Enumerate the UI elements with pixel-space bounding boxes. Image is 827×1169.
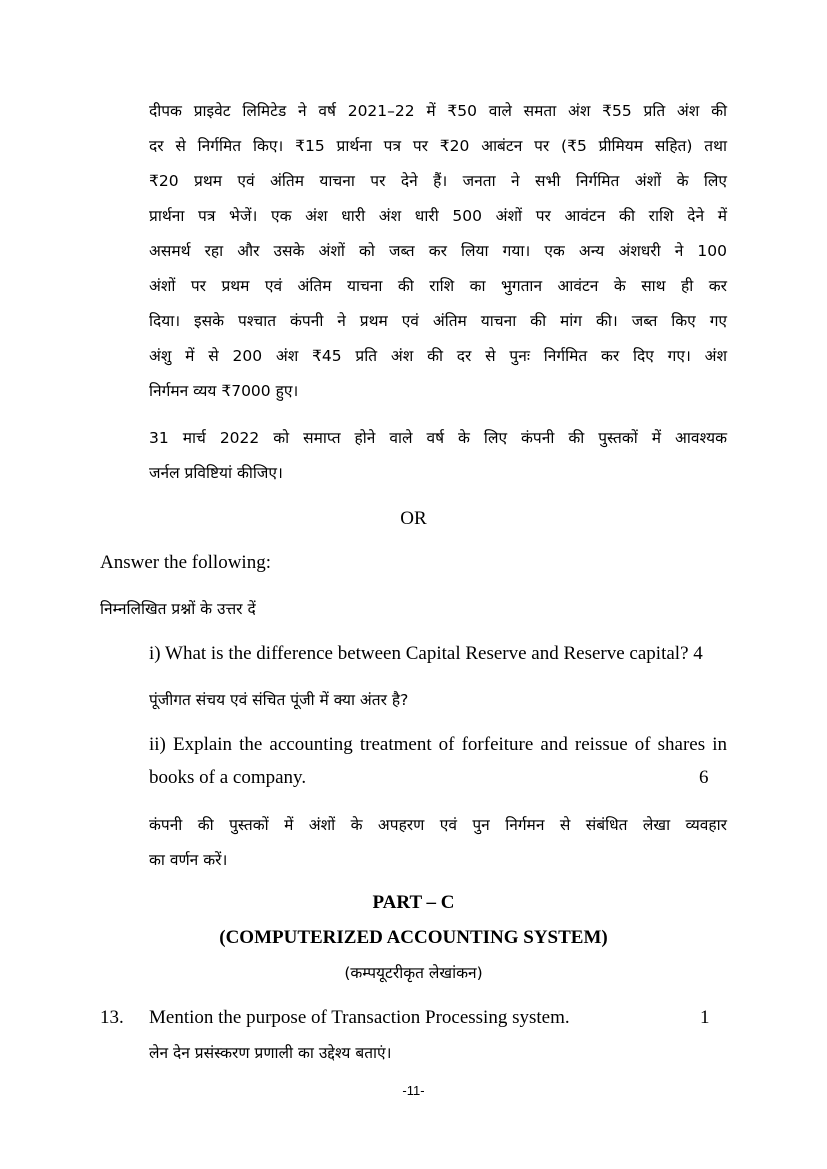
- question-13-hi: लेन देन प्रसंस्करण प्रणाली का उद्देश्य बताएं।: [149, 1044, 392, 1062]
- question-line-6: अंशों पर प्रथम एवं अंतिम याचना की राशि का भुगतान आवंटन के साथ ही कर: [149, 277, 727, 295]
- instruction-line-2: जर्नल प्रविष्टियां कीजिए।: [149, 464, 283, 482]
- sub-question-ii-hi-line-1: कंपनी की पुस्तकों में अंशों के अपहरण एवं पुन निर्गमन से संबंधित लेखा व्यवहार: [149, 816, 727, 834]
- sub-question-ii-en-line-2: books of a company.: [149, 767, 307, 788]
- instruction-line-1: 31 मार्च 2022 को समाप्त होने वाले वर्ष के लिए कंपनी की पुस्तकों में आवश्यक: [149, 429, 727, 447]
- question-line-2: दर से निर्गमित किए। ₹15 प्रार्थना पत्र पर ₹20 आबंटन पर (₹5 प्रीमियम सहित) तथा: [149, 137, 727, 155]
- question-13-en: Mention the purpose of Transaction Processing system.: [149, 1007, 570, 1028]
- question-13-number: 13.: [100, 1007, 124, 1028]
- or-label: OR: [400, 508, 427, 529]
- sub-question-i-hi: पूंजीगत संचय एवं संचित पूंजी में क्या अंतर है?: [149, 691, 409, 709]
- part-subtitle-hi: (कम्पयूटरीकृत लेखांकन): [344, 964, 483, 982]
- part-subtitle: (COMPUTERIZED ACCOUNTING SYSTEM): [219, 927, 608, 948]
- sub-question-ii-hi-line-2: का वर्णन करें।: [149, 851, 228, 869]
- question-line-1: दीपक प्राइवेट लिमिटेड ने वर्ष 2021–22 में ₹50 वाले समता अंश ₹55 प्रति अंश की: [149, 102, 727, 120]
- question-13-marks: 1: [700, 1007, 710, 1028]
- question-line-5: असमर्थ रहा और उसके अंशों को जब्त कर लिया गया। एक अन्य अंशधरी ने 100: [149, 242, 727, 260]
- sub-question-ii-en-line-1: ii) Explain the accounting treatment of forfeiture and reissue of shares in: [149, 734, 727, 755]
- question-line-9: निर्गमन व्यय ₹7000 हुए।: [149, 382, 299, 400]
- answer-following-en: Answer the following:: [100, 552, 271, 573]
- sub-question-ii-marks: 6: [699, 767, 709, 788]
- part-title: PART – C: [372, 892, 455, 913]
- question-line-8: अंशु में से 200 अंश ₹45 प्रति अंश की दर से पुनः निर्गमित कर दिए गए। अंश: [149, 347, 727, 365]
- question-line-7: दिया। इसके पश्चात कंपनी ने प्रथम एवं अंतिम याचना की मांग की। जब्त किए गए: [149, 312, 727, 330]
- answer-following-hi: निम्नलिखित प्रश्नों के उत्तर दें: [100, 600, 256, 618]
- question-line-3: ₹20 प्रथम एवं अंतिम याचना पर देने हैं। जनता ने सभी निर्गमित अंशों के लिए: [149, 172, 727, 190]
- page-number: -11-: [402, 1083, 425, 1098]
- sub-question-i-en: i) What is the difference between Capital Reserve and Reserve capital? 4: [149, 643, 703, 664]
- question-line-4: प्रार्थना पत्र भेजें। एक अंश धारी अंश धारी 500 अंशों पर आवंटन की राशि देने में: [149, 207, 727, 225]
